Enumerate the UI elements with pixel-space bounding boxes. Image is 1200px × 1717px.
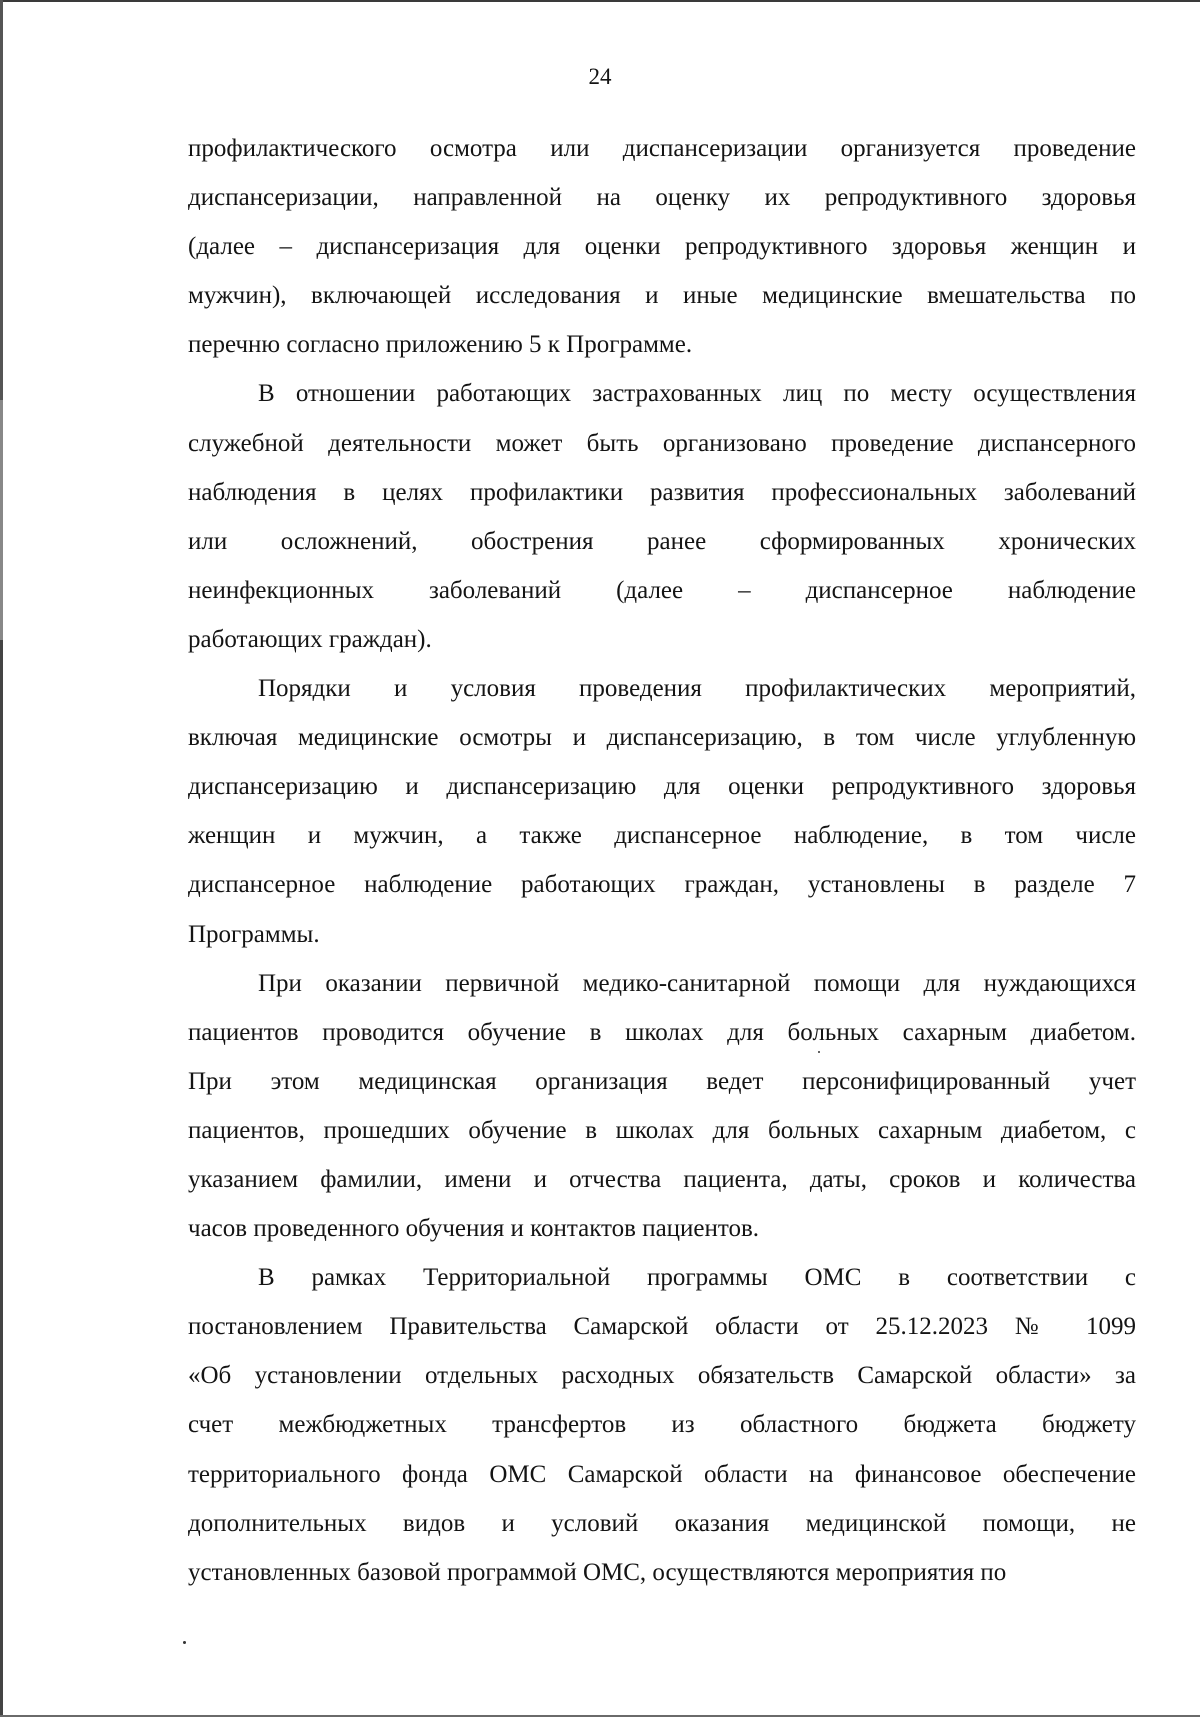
text-line: (далее – диспансеризация для оценки репродуктивного здоровья женщин и (188, 233, 1136, 261)
text-line: диспансеризации, направленной на оценку их репродуктивного здоровья (188, 184, 1136, 212)
text-line: территориального фонда ОМС Самарской области на финансовое обеспечение (188, 1460, 1136, 1488)
text-line: При оказании первичной медико-санитарной помощи для нуждающихся (258, 969, 1136, 997)
text-line: В отношении работающих застрахованных лиц по месту осуществления (258, 380, 1136, 408)
paragraph (188, 369, 1136, 664)
text-line: дополнительных видов и условий оказания медицинской помощи, не (188, 1509, 1136, 1537)
paragraph (188, 959, 1136, 1254)
paragraph (188, 124, 1136, 369)
page-number: 24 (588, 64, 612, 89)
text-line: перечню согласно приложению 5 к Программе. (188, 331, 693, 359)
scan-top-edge (0, 0, 1200, 2)
paragraph (188, 1253, 1136, 1597)
text-line: установленных базовой программой ОМС, осуществляются мероприятия по (188, 1558, 1007, 1586)
text-line: диспансеризацию и диспансеризацию для оценки репродуктивного здоровья (188, 773, 1136, 801)
text-line: указанием фамилии, имени и отчества пациента, даты, сроков и количества (188, 1165, 1136, 1193)
text-line: мужчин), включающей исследования и иные медицинские вмешательства по (188, 282, 1136, 310)
text-line: женщин и мужчин, а также диспансерное наблюдение, в том числе (188, 822, 1136, 850)
text-line: работающих граждан). (188, 625, 432, 653)
text-line: Порядки и условия проведения профилактических мероприятий, (258, 675, 1136, 703)
text-line: счет межбюджетных трансфертов из областного бюджета бюджету (188, 1411, 1136, 1439)
scan-left-edge (0, 0, 3, 1717)
text-line: В рамках Территориальной программы ОМС в соответствии с (258, 1264, 1136, 1292)
paragraph (188, 664, 1136, 959)
text-line: неинфекционных заболеваний (далее – диспансерное наблюдение (188, 576, 1136, 604)
text-line: включая медицинские осмотры и диспансеризацию, в том числе углубленную (188, 724, 1136, 752)
text-line: диспансерное наблюдение работающих граждан, установлены в разделе 7 (188, 871, 1136, 899)
document-body (188, 124, 1136, 1597)
text-line: служебной деятельности может быть организовано проведение диспансерного (188, 429, 1136, 457)
scan-speck (183, 1641, 186, 1644)
text-line: наблюдения в целях профилактики развития профессиональных заболеваний (188, 478, 1136, 506)
text-line: пациентов проводится обучение в школах для больных сахарным диабетом. (188, 1018, 1136, 1046)
text-line: При этом медицинская организация ведет персонифицированный учет (188, 1067, 1136, 1095)
text-line: «Об установлении отдельных расходных обязательств Самарской области» за (188, 1362, 1136, 1390)
scan-speck (818, 1051, 820, 1053)
text-line: Программы. (188, 920, 320, 948)
text-line: постановлением Правительства Самарской области от 25.12.2023 № 1099 (188, 1313, 1136, 1341)
text-line: или осложнений, обострения ранее сформированных хронических (188, 527, 1136, 555)
text-line: часов проведенного обучения и контактов пациентов. (188, 1215, 760, 1243)
text-line: пациентов, прошедших обучение в школах для больных сахарным диабетом, с (188, 1116, 1136, 1144)
text-line: профилактического осмотра или диспансеризации организуется проведение (188, 135, 1136, 162)
